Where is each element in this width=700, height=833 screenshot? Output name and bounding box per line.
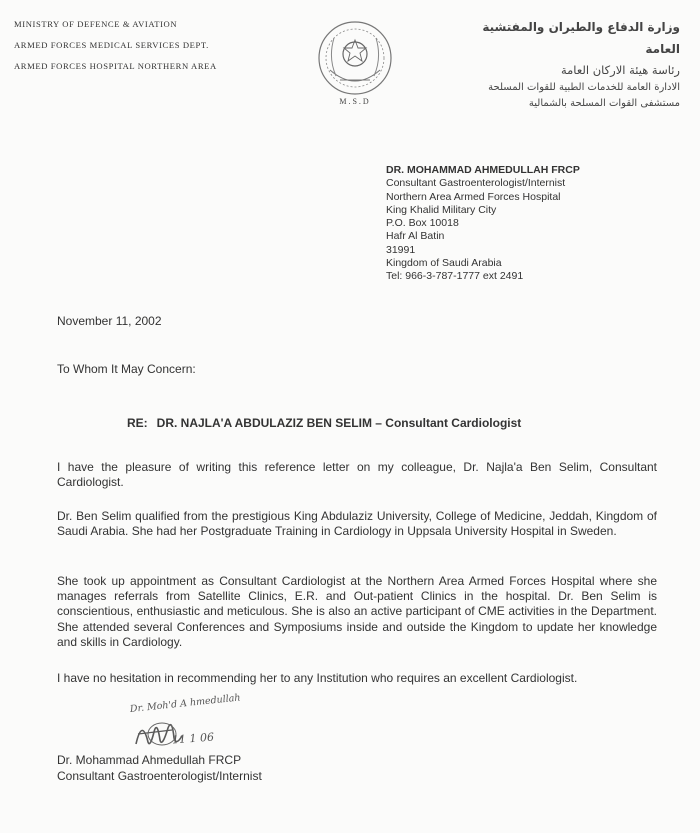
sender-line-phone: Tel: 966-3-787-1777 ext 2491 [386,270,524,283]
signature-printed-name: Dr. Moh'd A hmedullah [129,692,242,715]
subject-line [127,416,521,430]
body-paragraph-3: She took up appointment as Consultant Cardiologist at the Northern Area Armed Forces Hospital where she manages referrals from Satellite Clinics, E.R. and Out-patient Clinics in the hospital. Dr. Ben Selim is conscientious, enthusiastic and meticulous. She is also an active participant of CME activities in the Department. She attended several Conferences and Symposiums inside and outside the Kingdom to update her knowledge and skills in Cardiology. [57,574,657,649]
arabic-line-staff: رئاسة هيئة الاركان العامة [560,63,680,77]
arabic-line-ministry: وزارة الدفاع والطيران والمفتشية العامة [482,20,680,56]
sender-line-postcode: 31991 [386,243,416,256]
letterhead-arabic [470,16,680,112]
salutation: To Whom It May Concern: [57,362,196,376]
sender-line-hospital: Northern Area Armed Forces Hospital [386,190,561,203]
sender-line-title: Consultant Gastroenterologist/Internist [386,177,566,190]
closing-block [57,753,262,784]
arabic-line-hospital: مستشفى القوات المسلحة بالشمالية [528,98,680,109]
arabic-line-medical-services: الادارة العامة للخدمات الطبية للقوات المسلحة [488,82,680,93]
signature-date: 11 1 06 [171,730,215,747]
emblem-seal-icon [312,18,398,104]
body-paragraph-4: I have no hesitation in recommending her to any Institution who requires an excellent Cardiologist. [57,671,578,685]
sender-line-city: King Khalid Military City [386,203,497,216]
letter-date: November 11, 2002 [57,314,162,328]
sender-line-pobox: P.O. Box 10018 [386,217,459,230]
signature-area [120,692,290,755]
letterhead-line-department: ARMED FORCES MEDICAL SERVICES DEPT. [14,40,209,50]
body-paragraph-2: Dr. Ben Selim qualified from the prestigious King Abdulaziz University, College of Medicine, Jeddah, Kingdom of Saudi Arabia. She had her Postgraduate Training in Cardiology in Uppsala University Hospital in Sweden. [57,509,657,539]
letterhead-english [14,14,217,77]
letterhead-line-ministry: MINISTRY OF DEFENCE & AVIATION [14,19,178,29]
seal-label: M.S.D [339,97,371,106]
letterhead-line-hospital: ARMED FORCES HOSPITAL NORTHERN AREA [14,61,217,71]
subject-text: DR. NAJLA'A ABDULAZIZ BEN SELIM – Consultant Cardiologist [156,416,522,430]
closing-title: Consultant Gastroenterologist/Internist [57,768,262,783]
subject-label: RE: [127,416,148,430]
sender-line-town: Hafr Al Batin [386,230,445,243]
closing-name: Dr. Mohammad Ahmedullah FRCP [57,753,242,767]
sender-address-block [386,164,580,284]
sender-name: DR. MOHAMMAD AHMEDULLAH FRCP [386,164,580,176]
sender-line-country: Kingdom of Saudi Arabia [386,257,502,270]
body-paragraph-1: I have the pleasure of writing this reference letter on my colleague, Dr. Najla'a Ben Selim, Consultant Cardiologist. [57,460,657,490]
